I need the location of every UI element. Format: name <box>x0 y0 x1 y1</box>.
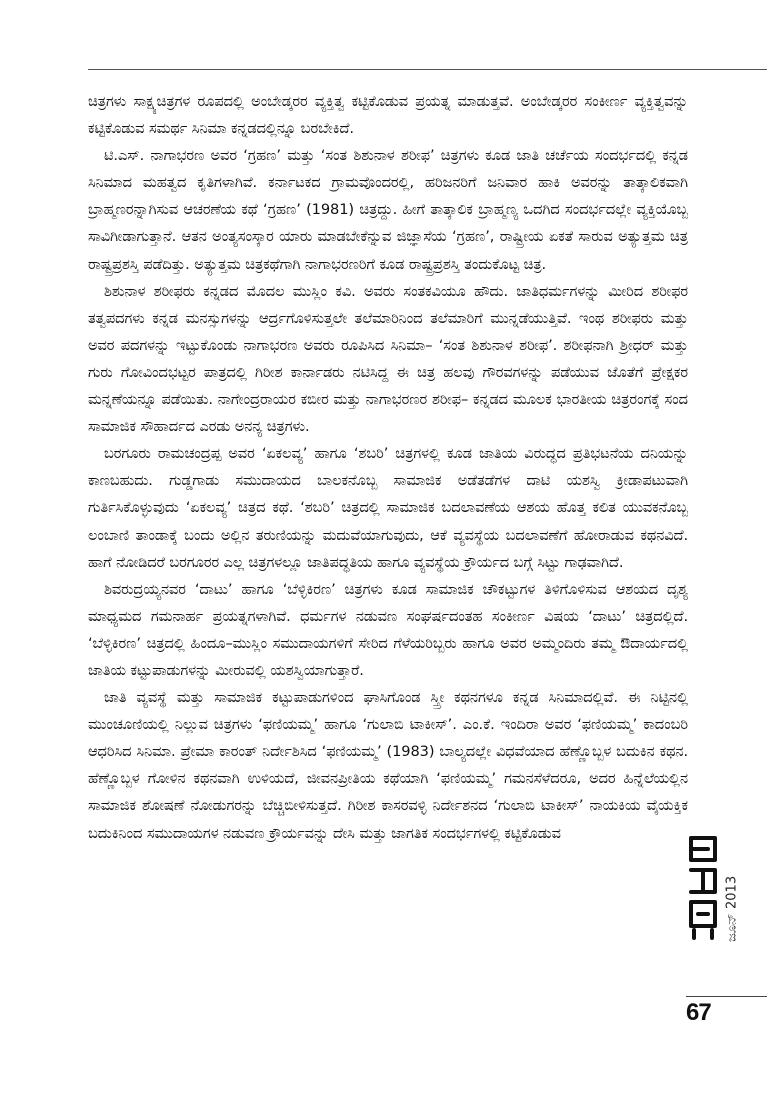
magazine-masthead <box>686 830 740 992</box>
paragraph: ಜಾತಿ ವ್ಯವಸ್ಥೆ ಮತ್ತು ಸಾಮಾಜಿಕ ಕಟ್ಟುಪಾಡುಗಳಿಂದ ಘಾಸಿಗೊಂಡ ಸ್ತ್ರೀ ಕಥನಗಳೂ ಕನ್ನಡ ಸಿನಿಮಾದಲ್ಲಿವೆ. ಈ ನಿಟ್ಟಿನಲ್ಲಿ ಮುಂಚೂಣಿಯಲ್ಲಿ ನಿಲ್ಲುವ ಚಿತ್ರಗಳು ‘ಫಣಿಯಮ್ಮ’ ಹಾಗೂ ‘ಗುಲಾಬಿ ಟಾಕೀಸ್’. ಎಂ.ಕೆ. ಇಂದಿರಾ ಅವರ ‘ಫಣಿಯಮ್ಮ’ ಕಾದಂಬರಿ ಆಧರಿಸಿದ ಸಿನಿಮಾ. ಪ್ರೇಮಾ ಕಾರಂತ್ ನಿರ್ದೇಶಿಸಿದ ‘ಫಣಿಯಮ್ಮ’ (1983) ಬಾಲ್ಯದಲ್ಲೇ ವಿಧವೆಯಾದ ಹೆಣ್ಣೊಬ್ಬಳ ಬದುಕಿನ ಕಥನ. ಹೆಣ್ಣೊಬ್ಬಳ ಗೋಳಿನ ಕಥನವಾಗಿ ಉಳಿಯದೆ, ಜೀವನಪ್ರೀತಿಯ ಕಥೆಯಾಗಿ ‘ಫಣಿಯಮ್ಮ’ ಗಮನಸೆಳೆದರೂ, ಅದರ ಹಿನ್ನೆಲೆಯಲ್ಲಿನ ಸಾಮಾಜಿಕ ಶೋಷಣೆ ನೋಡುಗರನ್ನು ಬೆಚ್ಚಿಬೀಳಿಸುತ್ತದೆ. ಗಿರೀಶ ಕಾಸರವಳ್ಳಿ ನಿರ್ದೇಶನದ ‘ಗುಲಾಬಿ ಟಾಕೀಸ್’ ನಾಯಕಿಯ ವೈಯಕ್ತಿಕ ಬದುಕಿನಿಂದ ಸಮುದಾಯಗಳ ನಡುವಣ ಕ್ರೌರ್ಯವನ್ನು ದೇಸಿ ಮತ್ತು ಜಾಗತಿಕ ಸಂದರ್ಭಗಳಲ್ಲಿ ಕಟ್ಟಿಕೊಡುವ <box>88 689 688 842</box>
page-number-rule <box>686 996 767 997</box>
issue-year: 2013 <box>724 876 740 910</box>
article-body <box>88 88 688 1023</box>
top-rule <box>88 69 767 70</box>
paragraph: ಬರಗೂರು ರಾಮಚಂದ್ರಪ್ಪ ಅವರ ‘ಏಕಲವ್ಯ’ ಹಾಗೂ ‘ಶಬರಿ’ ಚಿತ್ರಗಳಲ್ಲಿ ಕೂಡ ಜಾತಿಯ ವಿರುದ್ಧದ ಪ್ರತಿಭಟನೆಯ ದನಿಯನ್ನು ಕಾಣಬಹುದು. ಗುಡ್ಡಗಾಡು ಸಮುದಾಯದ ಬಾಲಕನೊಬ್ಬ ಸಾಮಾಜಿಕ ಅಡೆತಡೆಗಳ ದಾಟಿ ಯಶಸ್ವಿ ಕ್ರೀಡಾಪಟುವಾಗಿ ಗುರ್ತಿಸಿಕೊಳ್ಳುವುದು ‘ಏಕಲವ್ಯ’ ಚಿತ್ರದ ಕಥೆ. ‘ಶಬರಿ’ ಚಿತ್ರದಲ್ಲಿ ಸಾಮಾಜಿಕ ಬದಲಾವಣೆಯ ಆಶಯ ಹೊತ್ತ ಕಲಿತ ಯುವಕನೊಬ್ಬ ಲಂಬಾಣಿ ತಾಂಡಾಕ್ಕೆ ಬಂದು ಅಲ್ಲಿನ ತರುಣಿಯನ್ನು ಮದುವೆಯಾಗುವುದು, ಆಕೆ ವ್ಯವಸ್ಥೆಯ ಬದಲಾವಣೆಗೆ ಹೋರಾಡುವ ಕಥನವಿದೆ. ಹಾಗೆ ನೋಡಿದರೆ ಬರಗೂರರ ಎಲ್ಲ ಚಿತ್ರಗಳಲ್ಲೂ ಜಾತಿಪದ್ಧತಿಯ ಹಾಗೂ ವ್ಯವಸ್ಥೆಯ ಕ್ರೌರ್ಯದ ಬಗ್ಗೆ ಸಿಟ್ಟು ಗಾಢವಾಗಿದೆ. <box>88 445 688 571</box>
paragraph: ಟಿ.ಎಸ್. ನಾಗಾಭರಣ ಅವರ ‘ಗ್ರಹಣ’ ಮತ್ತು ‘ಸಂತ ಶಿಶುನಾಳ ಶರೀಫ’ ಚಿತ್ರಗಳು ಕೂಡ ಜಾತಿ ಚರ್ಚೆಯ ಸಂದರ್ಭದಲ್ಲಿ ಕನ್ನಡ ಸಿನಿಮಾದ ಮಹತ್ವದ ಕೃತಿಗಳಾಗಿವೆ. ಕರ್ನಾಟಕದ ಗ್ರಾಮವೊಂದರಲ್ಲಿ, ಹರಿಜನರಿಗೆ ಜನಿವಾರ ಹಾಕಿ ಅವರನ್ನು ತಾತ್ಕಾಲಿಕವಾಗಿ ಬ್ರಾಹ್ಮಣರನ್ನಾಗಿಸುವ ಆಚರಣೆಯ ಕಥೆ ‘ಗ್ರಹಣ’ (1981) ಚಿತ್ರದ್ದು. ಹೀಗೆ ತಾತ್ಕಾಲಿಕ ಬ್ರಾಹ್ಮಣ್ಯ ಒದಗಿದ ಸಂದರ್ಭದಲ್ಲೇ ವ್ಯಕ್ತಿಯೊಬ್ಬ ಸಾವಿಗೀಡಾಗುತ್ತಾನೆ. ಆತನ ಅಂತ್ಯಸಂಸ್ಕಾರ ಯಾರು ಮಾಡಬೇಕೆನ್ನುವ ಜಿಜ್ಞಾಸೆಯ ‘ಗ್ರಹಣ’, ರಾಷ್ಟ್ರೀಯ ಏಕತೆ ಸಾರುವ ಅತ್ಯುತ್ತಮ ಚಿತ್ರ ರಾಷ್ಟ್ರಪ್ರಶಸ್ತಿ ಪಡೆದಿತ್ತು. ಅತ್ಯುತ್ತಮ ಚಿತ್ರಕಥೆಗಾಗಿ ನಾಗಾಭರಣರಿಗೆ ಕೂಡ ರಾಷ್ಟ್ರಪ್ರಶಸ್ತಿ ತಂದುಕೊಟ್ಟ ಚಿತ್ರ. <box>88 147 688 273</box>
issue-month: ಜೂನ್ <box>724 913 740 942</box>
paragraph: ಶಿವರುದ್ರಯ್ಯನವರ ‘ದಾಟು’ ಹಾಗೂ ‘ಬೆಳ್ಳಿಕಿರಣ’ ಚಿತ್ರಗಳು ಕೂಡ ಸಾಮಾಜಿಕ ಚೌಕಟ್ಟುಗಳ ತಿಳಿಗೊಳಿಸುವ ಆಶಯದ ದೃಶ್ಯ ಮಾಧ್ಯಮದ ಗಮನಾರ್ಹ ಪ್ರಯತ್ನಗಳಾಗಿವೆ. ಧರ್ಮಗಳ ನಡುವಣ ಸಂಘರ್ಷದಂತಹ ಸಂಕೀರ್ಣ ವಿಷಯ ‘ದಾಟು’ ಚಿತ್ರದಲ್ಲಿದೆ. ‘ಬೆಳ್ಳಿಕಿರಣ’ ಚಿತ್ರದಲ್ಲಿ ಹಿಂದೂ–ಮುಸ್ಲಿಂ ಸಮುದಾಯಗಳಿಗೆ ಸೇರಿದ ಗೆಳೆಯರಿಬ್ಬರು ಹಾಗೂ ಅವರ ಅಮ್ಮಂದಿರು ತಮ್ಮ ಔದಾರ್ಯದಲ್ಲಿ ಜಾತಿಯ ಕಟ್ಟುಪಾಡುಗಳನ್ನು ಮೀರುವಲ್ಲಿ ಯಶಸ್ವಿಯಾಗುತ್ತಾರೆ. <box>88 580 688 679</box>
paragraph: ಚಿತ್ರಗಳು ಸಾಕ್ಷ್ಯಚಿತ್ರಗಳ ರೂಪದಲ್ಲಿ ಅಂಬೇಡ್ಕರರ ವ್ಯಕ್ತಿತ್ವ ಕಟ್ಟಿಕೊಡುವ ಪ್ರಯತ್ನ ಮಾಡುತ್ತವೆ. ಅಂಬೇಡ್ಕರರ ಸಂಕೀರ್ಣ ವ್ಯಕ್ತಿತ್ವವನ್ನು ಕಟ್ಟಿಕೊಡುವ ಸಮರ್ಥ ಸಿನಿಮಾ ಕನ್ನಡದಲ್ಲಿನ್ನೂ ಬರಬೇಕಿದೆ. <box>88 93 688 138</box>
paragraph: ಶಿಶುನಾಳ ಶರೀಫರು ಕನ್ನಡದ ಮೊದಲ ಮುಸ್ಲಿಂ ಕವಿ. ಅವರು ಸಂತಕವಿಯೂ ಹೌದು. ಜಾತಿಧರ್ಮಗಳನ್ನು ಮೀರಿದ ಶರೀಫರ ತತ್ವಪದಗಳು ಕನ್ನಡ ಮನಸ್ಸುಗಳನ್ನು ಆರ್ದ್ರಗೊಳಿಸುತ್ತಲೇ ತಲೆಮಾರಿನಿಂದ ತಲೆಮಾರಿಗೆ ಮುನ್ನಡೆಯುತ್ತಿವೆ. ಇಂಥ ಶರೀಫರು ಮತ್ತು ಅವರ ಪದಗಳನ್ನು ಇಟ್ಟುಕೊಂಡು ನಾಗಾಭರಣ ಅವರು ರೂಪಿಸಿದ ಸಿನಿಮಾ– ‘ಸಂತ ಶಿಶುನಾಳ ಶರೀಫ’. ಶರೀಫನಾಗಿ ಶ್ರೀಧರ್ ಮತ್ತು ಗುರು ಗೋವಿಂದಭಟ್ಟರ ಪಾತ್ರದಲ್ಲಿ ಗಿರೀಶ ಕಾರ್ನಾಡರು ನಟಿಸಿದ್ದ ಈ ಚಿತ್ರ ಹಲವು ಗೌರವಗಳನ್ನು ಪಡೆಯುವ ಜೊತೆಗೆ ಪ್ರೇಕ್ಷಕರ ಮನ್ನಣೆಯನ್ನೂ ಪಡೆಯಿತು. ನಾಗೇಂದ್ರರಾಯರ ಕಬೀರ ಮತ್ತು ನಾಗಾಭರಣರ ಶರೀಫ– ಕನ್ನಡದ ಮೂಲಕ ಭಾರತೀಯ ಚಿತ್ರರಂಗಕ್ಕೆ ಸಂದ ಸಾಮಾಜಿಕ ಸೌಹಾರ್ದದ ಎರಡು ಅನನ್ಯ ಚಿತ್ರಗಳು. <box>88 282 688 436</box>
page-number: 67 <box>686 999 711 1026</box>
issue-date <box>722 830 742 942</box>
magazine-logo-mark <box>686 830 720 942</box>
magazine-logo <box>686 830 720 942</box>
